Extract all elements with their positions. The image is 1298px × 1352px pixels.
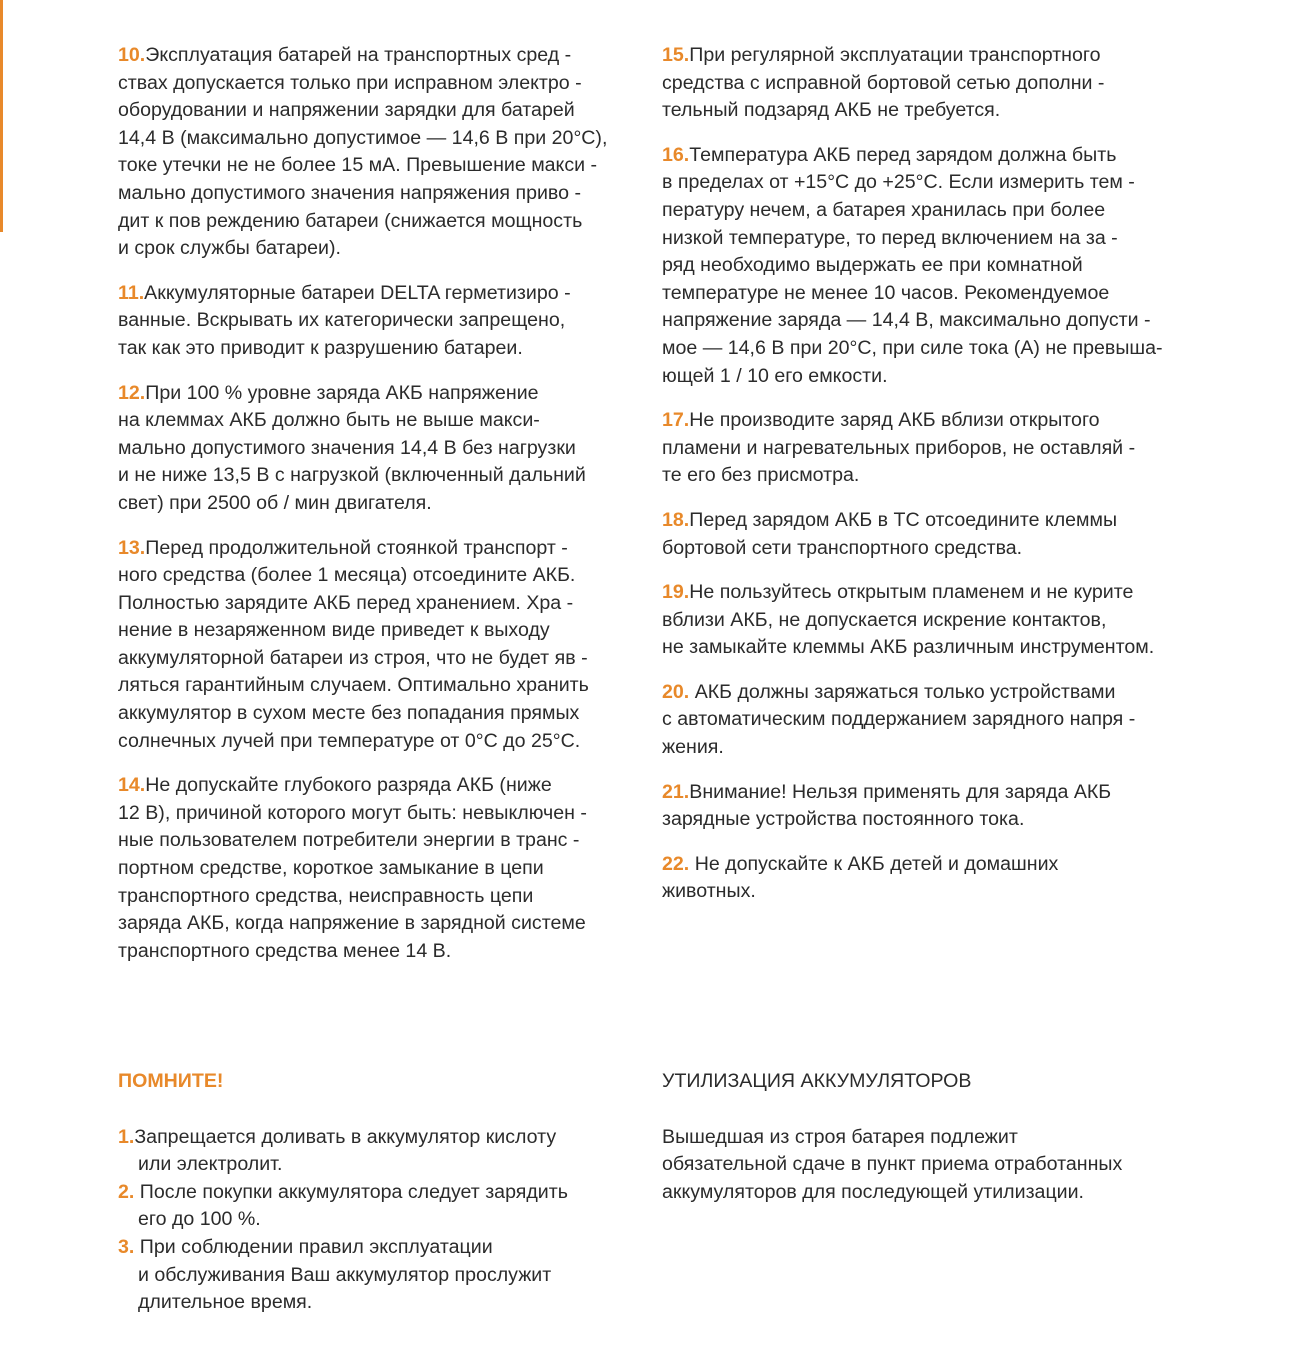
rule-line — [662, 607, 1192, 635]
rule-line — [118, 617, 643, 645]
rule-line — [118, 97, 643, 125]
rule-number: 11. — [118, 281, 145, 304]
rule-text: не замыкайте клеммы АКБ различным инструментом. — [662, 636, 1155, 659]
rule-text: ляться гарантийным случаем. Оптимально хранить — [118, 674, 589, 697]
rule-line — [118, 827, 643, 855]
remember-number: 3. — [118, 1235, 135, 1258]
rule-line — [118, 462, 643, 490]
rule-text: и срок службы батареи). — [118, 237, 341, 260]
rule-text: те его без присмотра. — [662, 464, 860, 487]
rule-item — [662, 779, 1192, 834]
utilization-line: аккумуляторов для последующей утилизации. — [662, 1180, 1085, 1203]
left-column — [118, 42, 643, 982]
rule-text: ряд необходимо выдержать ее при комнатной — [662, 254, 1083, 277]
rule-text: ствах допускается только при исправном электро - — [118, 71, 582, 94]
rule-text: Перед продолжительной стоянкой транспорт - — [145, 536, 568, 559]
right-column — [662, 42, 1192, 923]
rule-line — [118, 772, 643, 800]
utilization-heading: УТИЛИЗАЦИЯ АККУМУЛЯТОРОВ — [662, 1070, 972, 1092]
rule-line — [662, 462, 1192, 490]
rule-text: нение в незаряженном виде приведет к выходу — [118, 619, 550, 642]
remember-line — [118, 1151, 638, 1179]
remember-text: длительное время. — [138, 1291, 313, 1314]
rule-item — [118, 280, 643, 363]
rule-line — [662, 435, 1192, 463]
rule-line — [118, 42, 643, 70]
rule-text: в пределах от +15°С до +25°С. Если измерить тем - — [662, 171, 1135, 194]
rule-text: транспортного средства, неисправность цепи — [118, 884, 534, 907]
utilization-text — [662, 1124, 1202, 1207]
rule-line — [118, 307, 643, 335]
rule-number: 10. — [118, 44, 146, 66]
rule-item — [118, 535, 643, 756]
rule-text: заряда АКБ, когда напряжение в зарядной системе — [118, 912, 586, 935]
rule-item — [662, 507, 1192, 562]
rule-line — [118, 180, 643, 208]
rule-line — [118, 800, 643, 828]
rule-line — [662, 779, 1192, 807]
rule-line — [118, 208, 643, 236]
rule-text: Не допускайте к АКБ детей и домашних — [689, 852, 1059, 875]
rule-line — [118, 910, 643, 938]
rule-line — [118, 125, 643, 153]
remember-line — [118, 1234, 638, 1262]
remember-number: 1. — [118, 1125, 135, 1148]
rule-item — [118, 380, 643, 518]
remember-item — [118, 1234, 638, 1317]
rule-text: транспортного средства менее 14 В. — [118, 939, 452, 962]
rule-text: Аккумуляторные батареи DELTA герметизиро - — [144, 281, 571, 304]
rule-line — [662, 280, 1192, 308]
rule-text: жения. — [662, 736, 724, 759]
rule-text: ющей 1 / 10 его емкости. — [662, 364, 888, 387]
rule-number: 13. — [118, 536, 146, 559]
rule-number: 17. — [662, 409, 690, 432]
rule-line — [662, 97, 1192, 125]
remember-line — [118, 1289, 638, 1317]
rule-line — [118, 152, 643, 180]
rule-text: оборудовании и напряжении зарядки для батарей — [118, 99, 575, 122]
rule-text: зарядные устройства постоянного тока. — [662, 808, 1025, 831]
rule-line — [662, 42, 1192, 70]
remember-line — [118, 1262, 638, 1290]
rule-line — [118, 407, 643, 435]
rule-number: 12. — [118, 381, 146, 404]
rule-item — [662, 407, 1192, 490]
remember-text: При соблюдении правил эксплуатации — [134, 1235, 493, 1258]
rule-number: 20. — [662, 680, 690, 703]
rule-item — [662, 851, 1192, 906]
rule-text: аккумулятор в сухом месте без попадания прямых — [118, 702, 580, 725]
rule-line — [118, 380, 643, 408]
rule-text: При регулярной эксплуатации транспортного — [689, 44, 1101, 66]
rule-line — [118, 883, 643, 911]
remember-line — [118, 1206, 638, 1234]
remember-list — [118, 1124, 638, 1317]
rule-text: и не ниже 13,5 В с нагрузкой (включенный дальний — [118, 464, 586, 487]
rule-text: Не пользуйтесь открытым пламенем и не курите — [689, 581, 1134, 604]
remember-item — [118, 1124, 638, 1179]
rule-text: ного средства (более 1 месяца) отсоедините АКБ. — [118, 564, 576, 587]
rule-number: 22. — [662, 852, 690, 875]
rule-text: 12 В), причиной которого могут быть: невыключен - — [118, 801, 587, 824]
rule-text: так как это приводит к разрушению батареи. — [118, 336, 523, 359]
rule-line — [662, 706, 1192, 734]
rule-item — [118, 42, 643, 263]
rule-line — [662, 70, 1192, 98]
rule-text: низкой температуре, то перед включением на за - — [662, 226, 1118, 249]
rule-text: Не производите заряд АКБ вблизи открытого — [689, 409, 1100, 432]
rule-line — [662, 252, 1192, 280]
rule-text: средства с исправной бортовой сетью дополни - — [662, 71, 1105, 94]
rule-line — [118, 938, 643, 966]
remember-text: После покупки аккумулятора следует зарядить — [134, 1180, 568, 1203]
rule-text: аккумуляторной батареи из строя, что не будет яв - — [118, 646, 588, 669]
rule-text: животных. — [662, 880, 756, 903]
rule-number: 14. — [118, 774, 146, 797]
rule-line — [662, 634, 1192, 662]
rule-line — [662, 806, 1192, 834]
rule-line — [118, 280, 643, 308]
rule-line — [662, 851, 1192, 879]
rule-item — [662, 42, 1192, 125]
rule-line — [662, 507, 1192, 535]
rule-text: мое — 14,6 В при 20°С, при силе тока (А) не превыша- — [662, 336, 1163, 359]
rule-line — [662, 579, 1192, 607]
rule-line — [118, 435, 643, 463]
rule-line — [662, 535, 1192, 563]
rule-text: ванные. Вскрывать их категорически запрещено, — [118, 309, 566, 332]
rule-line — [662, 407, 1192, 435]
rule-line — [118, 672, 643, 700]
rule-text: Эксплуатация батарей на транспортных сред - — [145, 44, 572, 66]
remember-text: или электролит. — [138, 1153, 283, 1176]
rule-line — [118, 490, 643, 518]
rule-line — [118, 235, 643, 263]
rule-line — [662, 197, 1192, 225]
remember-text: его до 100 %. — [138, 1208, 261, 1231]
rule-line — [662, 363, 1192, 391]
rule-line — [662, 169, 1192, 197]
rule-number: 15. — [662, 44, 690, 66]
rule-text: ные пользователем потребители энергии в транс - — [118, 829, 580, 852]
rule-text: пературу нечем, а батарея хранилась при более — [662, 198, 1106, 221]
remember-heading: ПОМНИТЕ! — [118, 1070, 224, 1092]
rule-text: бортовой сети транспортного средства. — [662, 536, 1023, 559]
remember-line — [118, 1179, 638, 1207]
utilization-line: обязательной сдаче в пункт приема отработанных — [662, 1153, 1123, 1176]
rule-text: мально допустимого значения напряжения приво - — [118, 181, 581, 204]
rule-text: солнечных лучей при температуре от 0°С до 25°С. — [118, 729, 581, 752]
rule-text: При 100 % уровне заряда АКБ напряжение — [145, 381, 539, 404]
utilization-section — [662, 1068, 1202, 1206]
remember-section — [118, 1068, 638, 1317]
rule-text: вблизи АКБ, не допускается искрение контактов, — [662, 608, 1107, 631]
rule-text: Перед зарядом АКБ в ТС отсоедините клеммы — [689, 508, 1118, 531]
rule-text: температуре не менее 10 часов. Рекомендуемое — [662, 281, 1110, 304]
rule-line — [662, 307, 1192, 335]
rule-line — [118, 645, 643, 673]
rule-line — [118, 855, 643, 883]
rule-text: 14,4 В (максимально допустимое — 14,6 В при 20°С), — [118, 126, 608, 149]
rule-line — [118, 728, 643, 756]
rule-text: Полностью зарядите АКБ перед хранением. Хра - — [118, 591, 574, 614]
rule-line — [118, 700, 643, 728]
rule-text: с автоматическим поддержанием зарядного напря - — [662, 708, 1136, 731]
remember-text: и обслуживания Ваш аккумулятор прослужит — [138, 1263, 552, 1286]
rule-item — [118, 772, 643, 965]
rule-number: 21. — [662, 780, 690, 803]
remember-text: Запрещается доливать в аккумулятор кислоту — [134, 1125, 557, 1148]
rule-text: свет) при 2500 об / мин двигателя. — [118, 491, 432, 514]
rule-text: пламени и нагревательных приборов, не оставляй - — [662, 436, 1136, 459]
rule-text: напряжение заряда — 14,4 В, максимально допусти - — [662, 309, 1151, 332]
rule-item — [662, 579, 1192, 662]
rule-text: дит к пов реждению батареи (снижается мощность — [118, 209, 583, 232]
rule-line — [118, 335, 643, 363]
rule-number: 16. — [662, 143, 690, 166]
rule-number: 18. — [662, 508, 690, 531]
remember-line — [118, 1124, 638, 1152]
rule-item — [662, 679, 1192, 762]
rule-text: мально допустимого значения 14,4 В без нагрузки — [118, 436, 576, 459]
rule-line — [662, 142, 1192, 170]
rule-text: Температура АКБ перед зарядом должна быть — [689, 143, 1117, 166]
rule-line — [662, 679, 1192, 707]
rule-line — [662, 734, 1192, 762]
rule-item — [662, 142, 1192, 390]
rule-text: тельный подзаряд АКБ не требуется. — [662, 99, 1001, 122]
orange-edge-bar — [0, 0, 3, 232]
rule-number: 19. — [662, 581, 690, 604]
rule-text: АКБ должны заряжаться только устройствами — [689, 680, 1116, 703]
rule-line — [118, 535, 643, 563]
rule-line — [118, 590, 643, 618]
remember-number: 2. — [118, 1180, 135, 1203]
rule-text: на клеммах АКБ должно быть не выше макси- — [118, 409, 540, 432]
rule-line — [662, 335, 1192, 363]
rule-line — [662, 878, 1192, 906]
rule-text: токе утечки не не более 15 мА. Превышение макси - — [118, 154, 598, 177]
remember-item — [118, 1179, 638, 1234]
rule-line — [118, 70, 643, 98]
rule-line — [662, 225, 1192, 253]
utilization-line: Вышедшая из строя батарея подлежит — [662, 1125, 1018, 1148]
rule-line — [118, 562, 643, 590]
rule-text: Внимание! Нельзя применять для заряда АКБ — [689, 780, 1112, 803]
rule-text: портном средстве, короткое замыкание в цепи — [118, 857, 544, 880]
rule-text: Не допускайте глубокого разряда АКБ (ниже — [145, 774, 552, 797]
